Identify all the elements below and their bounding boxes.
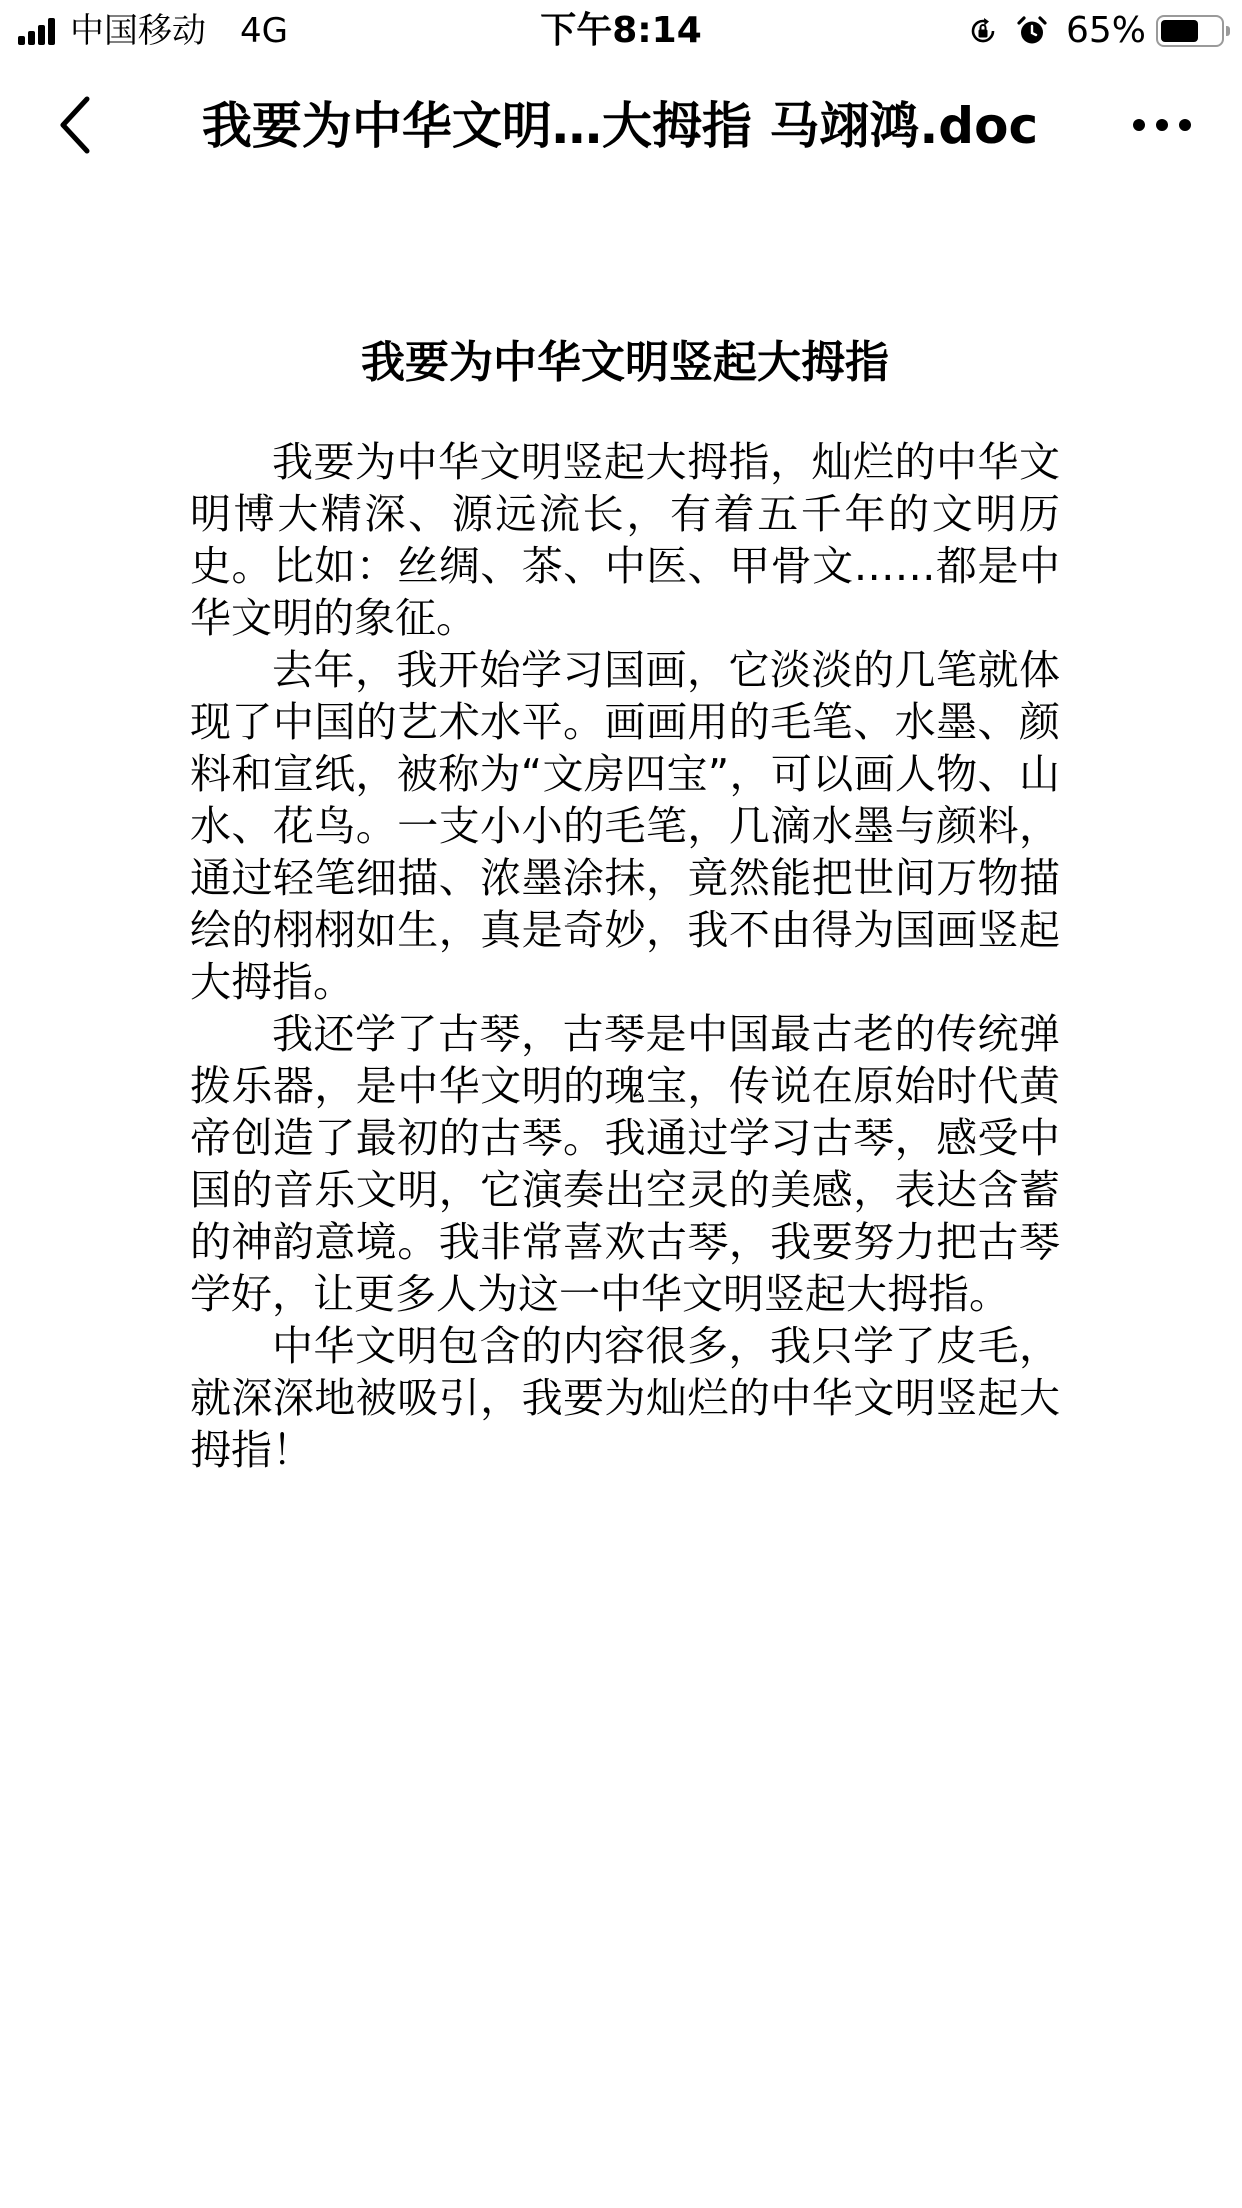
network-type: 4G xyxy=(240,11,288,51)
more-button[interactable] xyxy=(1122,92,1202,158)
nav-bar xyxy=(0,62,1242,190)
more-horizontal-icon xyxy=(1132,118,1192,132)
battery-percent: 65% xyxy=(1065,10,1146,51)
battery-fill xyxy=(1161,20,1198,42)
status-bar xyxy=(0,0,1242,62)
alarm-icon xyxy=(1016,15,1048,47)
paragraph-3: 我还学了古琴，古琴是中国最古老的传统弹拨乐器，是中华文明的瑰宝，传说在原始时代黄帝创造了最初的古琴。我通过学习古琴，感受中国的音乐文明，它演奏出空灵的美感，表达含蓄的神韵意境。我非常喜欢古琴，我要努力把古琴学好，让更多人为这一中华文明竖起大拇指。 xyxy=(190,1010,1060,1318)
document-file-title: 我要为中华文明…大拇指 马翊鸿.doc xyxy=(201,97,1039,155)
carrier-label: 中国移动 xyxy=(70,11,206,51)
orientation-lock-icon xyxy=(968,16,998,46)
back-button[interactable] xyxy=(40,92,110,158)
paragraph-2: 去年，我开始学习国画，它淡淡的几笔就体现了中国的艺术水平。画画用的毛笔、水墨、颜料和宣纸，被称为“文房四宝”，可以画人物、山水、花鸟。一支小小的毛笔，几滴水墨与颜料，通过轻笔细描、浓墨涂抹，竟然能把世间万物描绘的栩栩如生，真是奇妙，我不由得为国画竖起大拇指。 xyxy=(190,646,1060,1006)
status-right xyxy=(968,10,1224,52)
status-time: 下午8:14 xyxy=(540,10,702,51)
document-heading: 我要为中华文明竖起大拇指 xyxy=(361,337,889,388)
paragraph-4: 中华文明包含的内容很多，我只学了皮毛，就深深地被吸引，我要为灿烂的中华文明竖起大拇指！ xyxy=(190,1322,1060,1474)
chevron-left-icon xyxy=(55,93,95,157)
battery-icon xyxy=(1156,15,1224,47)
document-body xyxy=(190,330,1060,1476)
paragraph-1: 我要为中华文明竖起大拇指，灿烂的中华文明博大精深、源远流长，有着五千年的文明历史。比如：丝绸、茶、中医、甲骨文……都是中华文明的象征。 xyxy=(190,438,1060,642)
